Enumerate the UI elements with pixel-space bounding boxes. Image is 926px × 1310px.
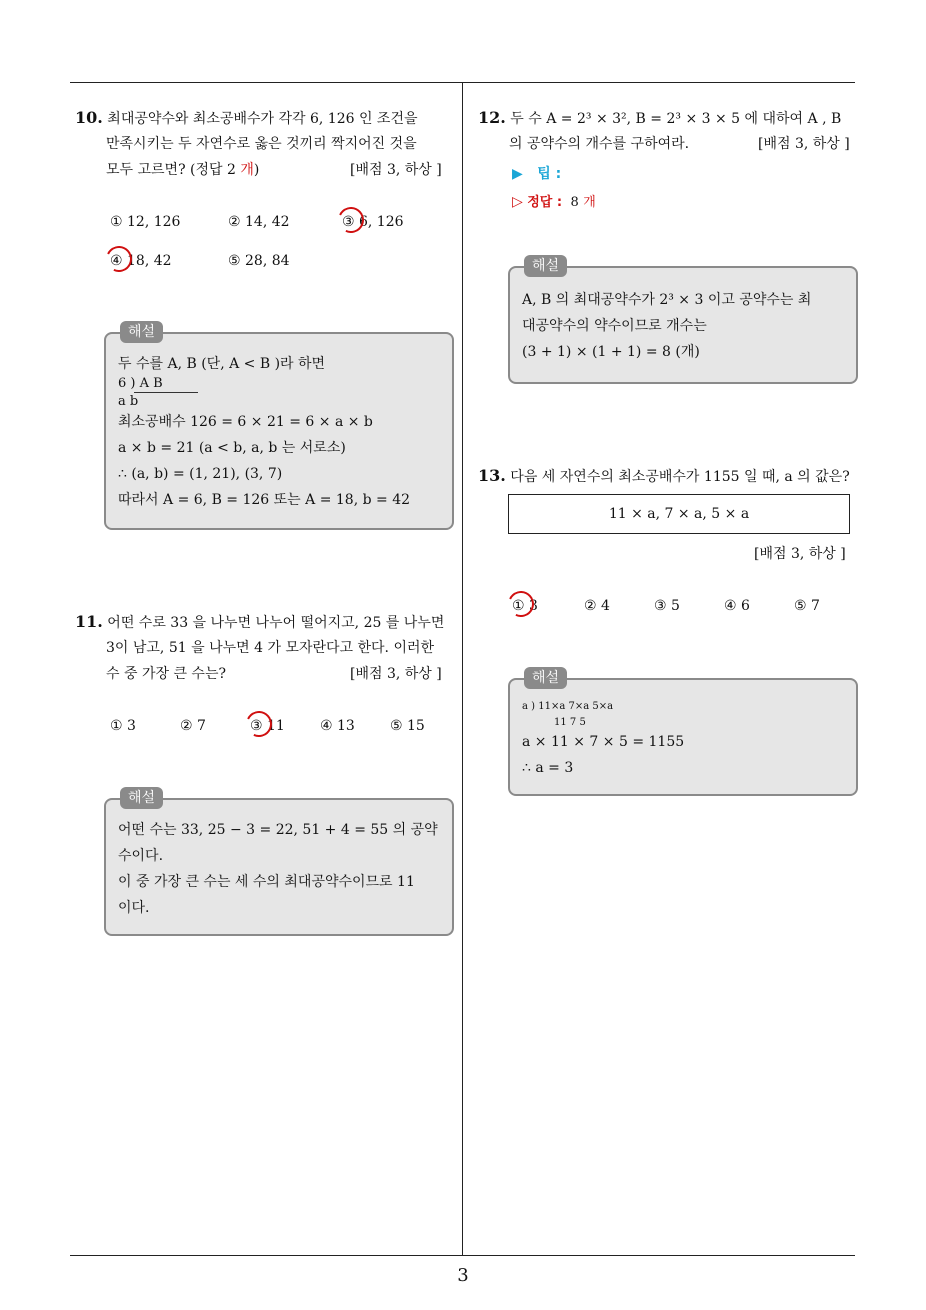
column-divider: [462, 82, 463, 1255]
answer-value: 8: [570, 195, 579, 210]
q11-number: 11.: [75, 612, 103, 631]
q12-score: [배점 3, 하상 ]: [758, 136, 850, 152]
q13-line-1: 13. 다음 세 자연수의 최소공배수가 1155 일 때, a 의 값은?: [478, 466, 850, 485]
q12-answer: [512, 192, 596, 213]
q13-expression-box: 11 × a, 7 × a, 5 × a: [508, 494, 850, 534]
q13-number: 13.: [478, 466, 506, 485]
q11-solution-box: 해설 어떤 수는 33, 25 − 3 = 22, 51 + 4 = 55 의 공약 수이다. 이 중 가장 큰 수는 세 수의 최대공약수이므로 11 이다.: [104, 798, 454, 936]
q13-option-2[interactable]: ② 4: [584, 598, 610, 614]
tip-arrow-icon: ▶: [512, 166, 523, 182]
q12-number: 12.: [478, 108, 506, 127]
q11-option-2[interactable]: ② 7: [180, 718, 206, 734]
page-number: 3: [457, 1265, 469, 1286]
q10-option-1[interactable]: ① 12, 126: [110, 214, 181, 230]
q11-option-1[interactable]: ① 3: [110, 718, 136, 734]
q10-solution-box: 해설 두 수를 A, B (단, A < B )라 하면 6 ) A B a b 최소공배수 126 = 6 × 21 = 6 × a × b a × b = 21 (a < b, a, b 는 서로소) ∴ (a, b) = (1, 21), (3, 7) 따라서 A = 6, B = 126 또는 A = 18, b = 42: [104, 332, 454, 530]
q13-score: [배점 3, 하상 ]: [754, 546, 846, 562]
q11-solution-tab: 해설: [120, 787, 163, 809]
q10-option-4[interactable]: ④ 18, 42: [110, 253, 172, 269]
q13-option-5[interactable]: ⑤ 7: [794, 598, 820, 614]
q10-line-2: 만족시키는 두 자연수로 옳은 것끼리 짝지어진 것을: [106, 136, 417, 152]
q10-number: 10.: [75, 108, 103, 127]
q12-line-2: 의 공약수의 개수를 구하여라.: [509, 136, 690, 152]
q10-option-2[interactable]: ② 14, 42: [228, 214, 290, 230]
tip-label: 팁 :: [537, 166, 562, 182]
q11-line-2: 3이 남고, 51 을 나누면 4 가 모자란다고 한다. 이러한: [106, 640, 435, 656]
q12-solution-box: 해설 A, B 의 최대공약수가 2³ × 3 이고 공약수는 최 대공약수의 약수이므로 개수는 (3 + 1) × (1 + 1) = 8 (개): [508, 266, 858, 384]
q10-line-3: 모두 고르면? (정답 2 개): [106, 162, 260, 178]
answer-label: 정답 :: [527, 195, 563, 210]
q11-option-3[interactable]: ③ 11: [250, 718, 285, 734]
q10-solution-tab: 해설: [120, 321, 163, 343]
q10-line-1: 10. 최대공약수와 최소공배수가 각각 6, 126 인 조건을: [75, 108, 418, 127]
bottom-rule: [70, 1255, 855, 1256]
q11-line-3: 수 중 가장 큰 수는?: [106, 666, 226, 682]
division-line: [134, 392, 198, 393]
answer-arrow-icon: ▷: [512, 194, 523, 210]
q11-option-5[interactable]: ⑤ 15: [390, 718, 425, 734]
q12-line-1: 12. 두 수 A = 2³ × 3², B = 2³ × 3 × 5 에 대하여 A , B: [478, 108, 842, 127]
q11-line-1: 11. 어떤 수로 33 을 나누면 나누어 떨어지고, 25 를 나누면: [75, 612, 445, 631]
q13-option-4[interactable]: ④ 6: [724, 598, 750, 614]
q10-answer-count: 개: [240, 162, 254, 178]
answer-unit: 개: [583, 195, 596, 210]
q13-option-3[interactable]: ③ 5: [654, 598, 680, 614]
q11-option-4[interactable]: ④ 13: [320, 718, 355, 734]
q10-option-3[interactable]: ③ 6, 126: [342, 214, 404, 230]
q13-solution-box: 해설 a ) 11×a 7×a 5×a 11 7 5 a × 11 × 7 × 5 = 1155 ∴ a = 3: [508, 678, 858, 796]
q13-option-1[interactable]: ① 3: [512, 598, 538, 614]
q10-option-5[interactable]: ⑤ 28, 84: [228, 253, 290, 269]
q12-tip: [512, 164, 561, 184]
q13-solution-tab: 해설: [524, 667, 567, 689]
q11-score: [배점 3, 하상 ]: [350, 666, 442, 682]
q12-solution-tab: 해설: [524, 255, 567, 277]
q10-score: [배점 3, 하상 ]: [350, 162, 442, 178]
